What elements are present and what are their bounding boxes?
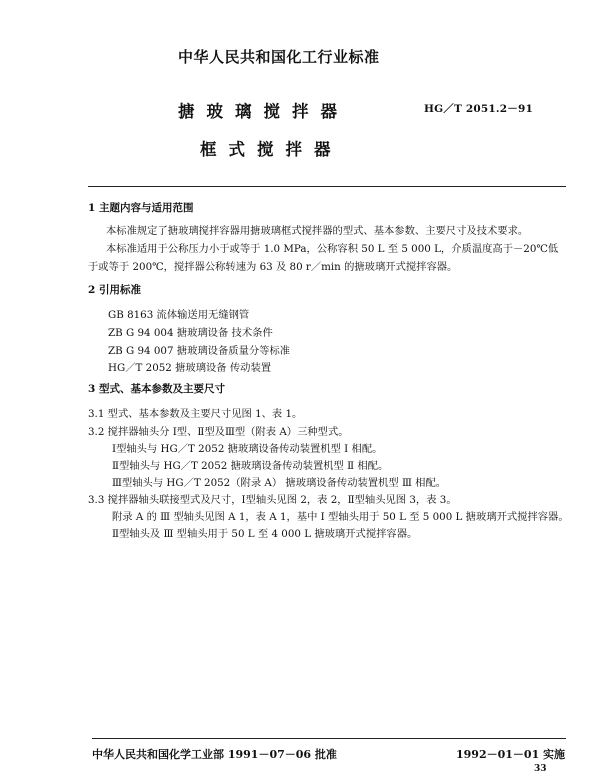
standard-number: HG／T 2051.2－91 bbox=[424, 103, 533, 115]
section-1-paragraph-2: 本标准适用于公称压力小于或等于 1.0 MPa，公称容积 50 L 至 5 000 L，介质温度高于－20℃低 bbox=[106, 243, 559, 255]
clause-3-2-item: Ⅰ型轴头与 HG／T 2052 搪玻璃设备传动装置机型 Ⅰ 相配。 bbox=[112, 443, 383, 455]
issuing-authority: 中华人民共和国化工行业标准 bbox=[178, 48, 380, 66]
clause-3-1: 3.1 型式、基本参数及主要尺寸见图 1、表 1。 bbox=[88, 408, 303, 420]
standard-subtitle: 框式搅拌器 bbox=[200, 140, 343, 159]
section-2-heading: 2 引用标准 bbox=[88, 284, 141, 296]
section-1-paragraph-1: 本标准规定了搪玻璃搅拌容器用搪玻璃框式搅拌器的型式、基本参数、主要尺寸及技术要求。 bbox=[106, 225, 529, 237]
clause-3-3-item: Ⅱ型轴头及 Ⅲ 型轴头用于 50 L 至 4 000 L 搪玻璃开式搅拌容器。 bbox=[112, 528, 418, 540]
approval-date: 中华人民共和国化学工业部 1991－07－06 批准 bbox=[92, 748, 337, 761]
footer-divider bbox=[92, 738, 566, 739]
header-divider bbox=[88, 186, 566, 187]
clause-3-3-item: 附录 A 的 Ⅲ 型轴头见图 A 1，表 A 1，基中 Ⅰ 型轴头用于 50 L 至 5 000 L 搪玻璃开式搅拌容器。 bbox=[112, 511, 569, 523]
clause-3-2-item: Ⅲ型轴头与 HG／T 2052（附录 A） 搪玻璃设备传动装置机型 Ⅲ 相配。 bbox=[112, 477, 447, 489]
clause-3-2: 3.2 搅拌器轴头分 Ⅰ型、Ⅱ型及Ⅲ型（附表 A）三种型式。 bbox=[88, 426, 349, 438]
section-3-heading: 3 型式、基本参数及主要尺寸 bbox=[88, 383, 225, 395]
clause-3-3: 3.3 搅拌器轴头联接型式及尺寸，Ⅰ型轴头见图 2，表 2，Ⅱ型轴头见图 3，表 3。 bbox=[88, 494, 457, 506]
section-1-heading: 1 主题内容与适用范围 bbox=[88, 202, 194, 214]
reference-item: HG／T 2052 搪玻璃设备 传动装置 bbox=[108, 362, 272, 374]
section-1-paragraph-2-cont: 于或等于 200℃，搅拌器公称转速为 63 及 80 r／min 的搪玻璃开式搅拌容器。 bbox=[88, 261, 458, 273]
page-number: 33 bbox=[534, 764, 547, 774]
clause-3-2-item: Ⅱ型轴头与 HG／T 2052 搪玻璃设备传动装置机型 Ⅱ 相配。 bbox=[112, 460, 389, 472]
reference-item: ZB G 94 004 搪玻璃设备 技术条件 bbox=[108, 327, 273, 339]
reference-item: ZB G 94 007 搪玻璃设备质量分等标准 bbox=[108, 345, 291, 357]
reference-item: GB 8163 流体输送用无缝钢管 bbox=[108, 309, 250, 321]
implementation-date: 1992－01－01 实施 bbox=[456, 748, 566, 761]
standard-title: 搪玻璃搅拌器 bbox=[178, 102, 349, 121]
